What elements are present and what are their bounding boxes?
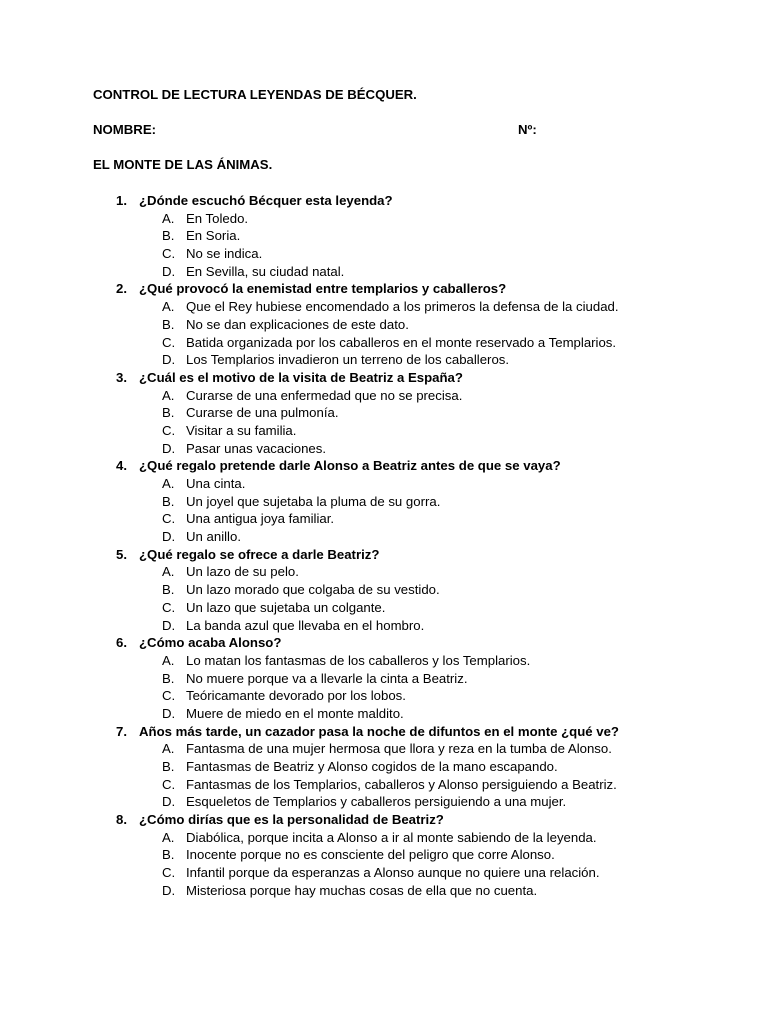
answer-option: [0, 652, 768, 670]
answer-option: [0, 793, 768, 811]
option-text: Un lazo morado que colgaba de su vestido.: [186, 582, 440, 598]
answer-option: [0, 440, 768, 458]
option-letter: B.: [162, 759, 175, 774]
answer-option: [0, 670, 768, 688]
answer-option: [0, 740, 768, 758]
option-text: Que el Rey hubiese encomendado a los primeros la defensa de la ciudad.: [186, 299, 619, 315]
option-letter: A.: [162, 387, 175, 403]
option-letter: B.: [162, 405, 175, 421]
answer-option: [0, 334, 768, 352]
option-text: Una antigua joya familiar.: [186, 511, 335, 527]
answer-option: [0, 510, 768, 528]
question-item: [0, 457, 768, 475]
question-number: 4.: [116, 458, 127, 474]
option-text: Misteriosa porque hay muchas cosas de ella que no cuenta.: [186, 882, 538, 898]
option-letter: A.: [162, 476, 175, 491]
option-letter: A.: [162, 210, 175, 226]
question-number: 7.: [116, 723, 127, 739]
option-letter: C.: [162, 422, 176, 438]
option-letter: D.: [162, 617, 176, 633]
option-letter: D.: [162, 529, 176, 545]
question-number: 1.: [116, 193, 127, 208]
option-letter: D.: [162, 440, 176, 456]
answer-option: [0, 617, 768, 635]
option-text: En Soria.: [186, 228, 241, 244]
question-number: 8.: [116, 812, 127, 828]
question-item: [0, 723, 768, 741]
option-text: En Sevilla, su ciudad natal.: [186, 263, 345, 279]
answer-option: [0, 864, 768, 882]
option-letter: C.: [162, 334, 176, 350]
option-text: Fantasmas de los Templarios, caballeros y Alonso persiguiendo a Beatriz.: [186, 776, 617, 792]
answer-option: [0, 599, 768, 617]
option-letter: C.: [162, 688, 176, 704]
option-text: Muere de miedo en el monte maldito.: [186, 705, 404, 721]
option-letter: C.: [162, 865, 176, 881]
option-letter: A.: [162, 652, 175, 668]
option-text: Visitar a su familia.: [186, 422, 297, 438]
option-text: Infantil porque da esperanzas a Alonso aunque no quiere una relación.: [186, 865, 600, 881]
option-text: No se dan explicaciones de este dato.: [186, 316, 409, 332]
answer-option: [0, 563, 768, 581]
question-number: 5.: [116, 546, 127, 562]
option-letter: B.: [162, 228, 175, 244]
question-item: [0, 192, 768, 210]
answer-option: [0, 227, 768, 245]
question-text: ¿Cuál es el motivo de la visita de Beatriz a España?: [139, 369, 463, 385]
option-text: Un anillo.: [186, 529, 241, 545]
question-list: [0, 192, 768, 900]
name-field-label: NOMBRE:: [93, 122, 157, 137]
option-letter: A.: [162, 564, 175, 580]
document-title: CONTROL DE LECTURA LEYENDAS DE BÉCQUER.: [93, 87, 417, 102]
option-letter: B.: [162, 493, 175, 509]
question-text: ¿Qué provocó la enemistad entre templarios y caballeros?: [139, 281, 507, 297]
question-number: 6.: [116, 635, 127, 651]
option-letter: A.: [162, 829, 175, 845]
option-text: Esqueletos de Templarios y caballeros persiguiendo a una mujer.: [186, 794, 567, 810]
option-letter: D.: [162, 882, 176, 898]
option-letter: B.: [162, 316, 175, 332]
option-text: En Toledo.: [186, 210, 249, 226]
option-letter: C.: [162, 511, 176, 527]
answer-option: [0, 528, 768, 546]
answer-option: [0, 705, 768, 723]
answer-option: [0, 263, 768, 281]
answer-option: [0, 316, 768, 334]
option-letter: D.: [162, 263, 176, 279]
question-item: [0, 811, 768, 829]
option-text: Un joyel que sujetaba la pluma de su gorra.: [186, 493, 441, 509]
answer-option: [0, 422, 768, 440]
option-text: Teóricamante devorado por los lobos.: [186, 688, 406, 704]
option-text: Una cinta.: [186, 476, 246, 491]
option-letter: C.: [162, 776, 176, 792]
option-text: Diabólica, porque incita a Alonso a ir al monte sabiendo de la leyenda.: [186, 829, 597, 845]
option-text: No se indica.: [186, 246, 263, 262]
option-text: Los Templarios invadieron un terreno de los caballeros.: [186, 352, 510, 368]
answer-option: [0, 493, 768, 511]
option-text: La banda azul que llevaba en el hombro.: [186, 617, 425, 633]
answer-option: [0, 298, 768, 316]
option-text: Curarse de una enfermedad que no se precisa.: [186, 387, 463, 403]
option-text: No muere porque va a llevarle la cinta a Beatriz.: [186, 670, 468, 686]
question-text: ¿Qué regalo se ofrece a darle Beatriz?: [139, 546, 380, 562]
option-letter: C.: [162, 246, 176, 262]
number-field-label: Nº:: [518, 122, 537, 137]
option-letter: B.: [162, 582, 175, 598]
answer-option: [0, 475, 768, 493]
option-letter: D.: [162, 794, 176, 810]
option-letter: A.: [162, 299, 175, 315]
answer-option: [0, 387, 768, 405]
question-text: ¿Cómo dirías que es la personalidad de Beatriz?: [139, 812, 444, 828]
question-item: [0, 280, 768, 298]
option-letter: C.: [162, 599, 176, 615]
answer-option: [0, 245, 768, 263]
answer-option: [0, 210, 768, 228]
question-item: [0, 634, 768, 652]
question-text: ¿Qué regalo pretende darle Alonso a Beatriz antes de que se vaya?: [139, 458, 561, 474]
option-text: Batida organizada por los caballeros en el monte reservado a Templarios.: [186, 334, 617, 350]
answer-option: [0, 351, 768, 369]
question-number: 2.: [116, 281, 127, 297]
option-text: Curarse de una pulmonía.: [186, 405, 339, 421]
option-text: Lo matan los fantasmas de los caballeros y los Templarios.: [186, 652, 531, 668]
option-text: Un lazo de su pelo.: [186, 564, 299, 580]
answer-option: [0, 687, 768, 705]
question-item: [0, 369, 768, 387]
option-letter: D.: [162, 352, 176, 368]
option-text: Fantasmas de Beatriz y Alonso cogidos de la mano escapando.: [186, 759, 558, 774]
option-text: Fantasma de una mujer hermosa que llora y reza en la tumba de Alonso.: [186, 741, 612, 757]
question-text: ¿Dónde escuchó Bécquer esta leyenda?: [139, 193, 393, 208]
question-text: Años más tarde, un cazador pasa la noche de difuntos en el monte ¿qué ve?: [139, 723, 619, 739]
answer-option: [0, 829, 768, 847]
option-letter: A.: [162, 741, 175, 757]
option-letter: D.: [162, 705, 176, 721]
option-letter: B.: [162, 670, 175, 686]
answer-option: [0, 581, 768, 599]
option-text: Inocente porque no es consciente del peligro que corre Alonso.: [186, 847, 555, 863]
answer-option: [0, 846, 768, 864]
option-text: Un lazo que sujetaba un colgante.: [186, 599, 386, 615]
question-number: 3.: [116, 369, 127, 385]
question-item: [0, 546, 768, 564]
answer-option: [0, 758, 768, 776]
option-text: Pasar unas vacaciones.: [186, 440, 327, 456]
answer-option: [0, 882, 768, 900]
option-letter: B.: [162, 847, 175, 863]
answer-option: [0, 404, 768, 422]
section-title: EL MONTE DE LAS ÁNIMAS.: [93, 157, 273, 172]
answer-option: [0, 776, 768, 794]
question-text: ¿Cómo acaba Alonso?: [139, 635, 282, 651]
